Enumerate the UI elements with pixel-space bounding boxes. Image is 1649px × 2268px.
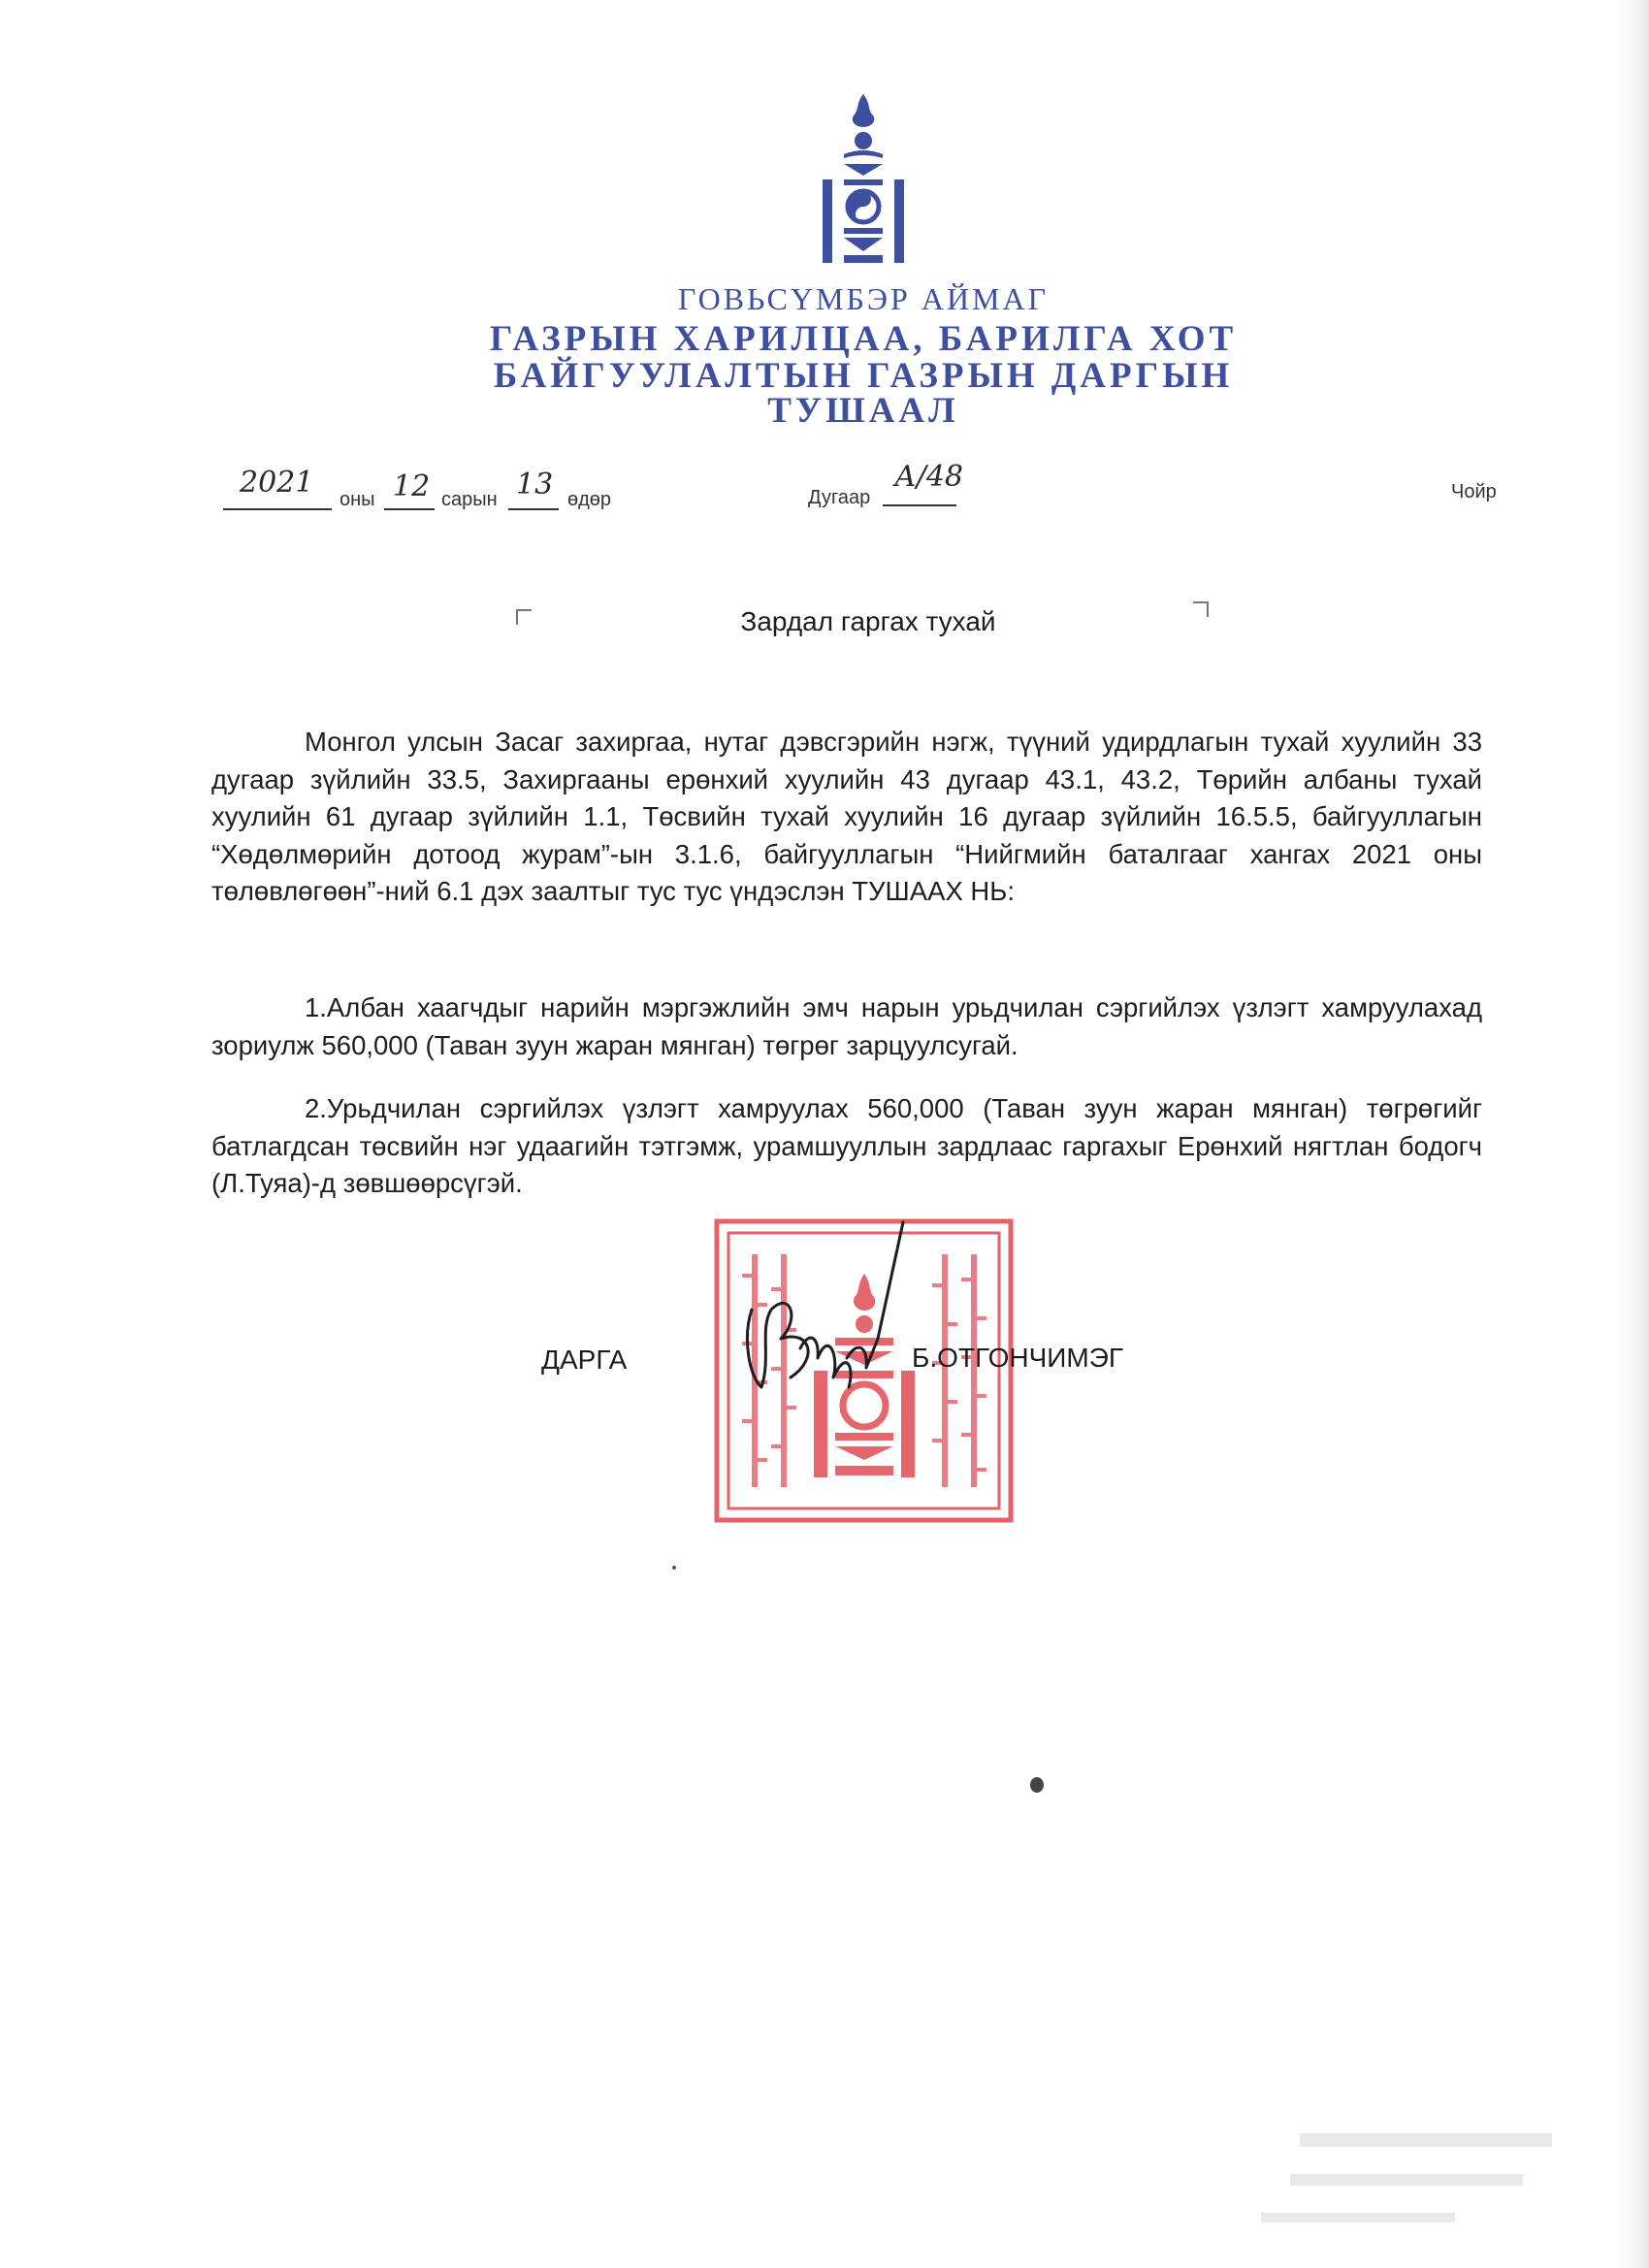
department-title-line2: БАЙГУУЛАЛТЫН ГАЗРЫН ДАРГЫН xyxy=(493,356,1234,396)
number-underline xyxy=(883,504,956,506)
department-title-line1: ГАЗРЫН ХАРИЛЦАА, БАРИЛГА ХОТ xyxy=(489,319,1238,359)
body-paragraph-order-1: 1.Албан хаагчдыг нарийн мэргэжлийн эмч нарын урьдчилан сэргийлэх үзлэгт хамруулахад зориулж 560,000 (Таван зуун жаран мянган) төгрөг зарцуулсугай. xyxy=(211,992,1482,1060)
soyombo-emblem-icon xyxy=(805,92,922,267)
day-label: өдөр xyxy=(567,489,612,510)
signatory-name: Б.ОТГОНЧИМЭГ xyxy=(912,1343,1124,1373)
handwritten-signature xyxy=(732,1213,917,1416)
month-underline xyxy=(384,508,435,510)
document-subject: Зардал гаргах тухай xyxy=(740,606,996,636)
document-type-title: ТУШААЛ xyxy=(767,391,959,431)
body-paragraph-order-2: 2.Урьдчилан сэргийлэх үзлэгт хамруулах 560,000 (Таван зуун жаран мянган) төгрөгийг батлагдсан төсвийн нэг удаагийн тэтгэмж, урамшууллын зардлаас гаргахыг Ерөнхий нягтлан бодогч (Л.Туяа)-д зөвшөөрсүгэй. xyxy=(211,1093,1482,1198)
year-label: оны xyxy=(340,489,375,510)
handwritten-month: 12 xyxy=(393,470,431,503)
body-paragraph-legal-basis: Монгол улсын Засаг захиргаа, нутаг дэвсгэрийн нэгж, түүний удирдлагын тухай хуулийн 33 дугаар зүйлийн 33.5, Захиргааны ерөнхий хуулийн 43 дугаар 43.1, 43.2, Төрийн албаны тухай хуулийн 61 дугаар зүйлийн 1.1, Төсвийн тухай хуулийн 16 дугаар зүйлийн 16.5.5, байгууллагын “Хөдөлмөрийн дотоод журам”-ын 3.1.6, байгууллагын “Нийгмийн баталгааг хангах 2021 оны төлөвлөгөөн”-ний 6.1 дэх заалтыг тус тус үндэслэн ТУШААХ НЬ: xyxy=(211,727,1482,906)
aimag-title: ГОВЬСҮМБЭР АЙМАГ xyxy=(677,281,1050,316)
number-label: Дугаар xyxy=(808,487,871,508)
scan-speck xyxy=(672,1566,676,1570)
year-underline xyxy=(223,508,332,510)
handwritten-year: 2021 xyxy=(240,466,314,500)
month-label: сарын xyxy=(441,489,498,510)
handwritten-day: 13 xyxy=(516,468,554,502)
place-label: Чойр xyxy=(1451,481,1497,502)
signatory-title: ДАРГА xyxy=(541,1345,628,1375)
handwritten-number: А/48 xyxy=(894,460,964,494)
day-underline xyxy=(508,508,559,510)
scan-speck xyxy=(1030,1777,1044,1793)
bleed-through-shadow xyxy=(1251,2100,1600,2236)
